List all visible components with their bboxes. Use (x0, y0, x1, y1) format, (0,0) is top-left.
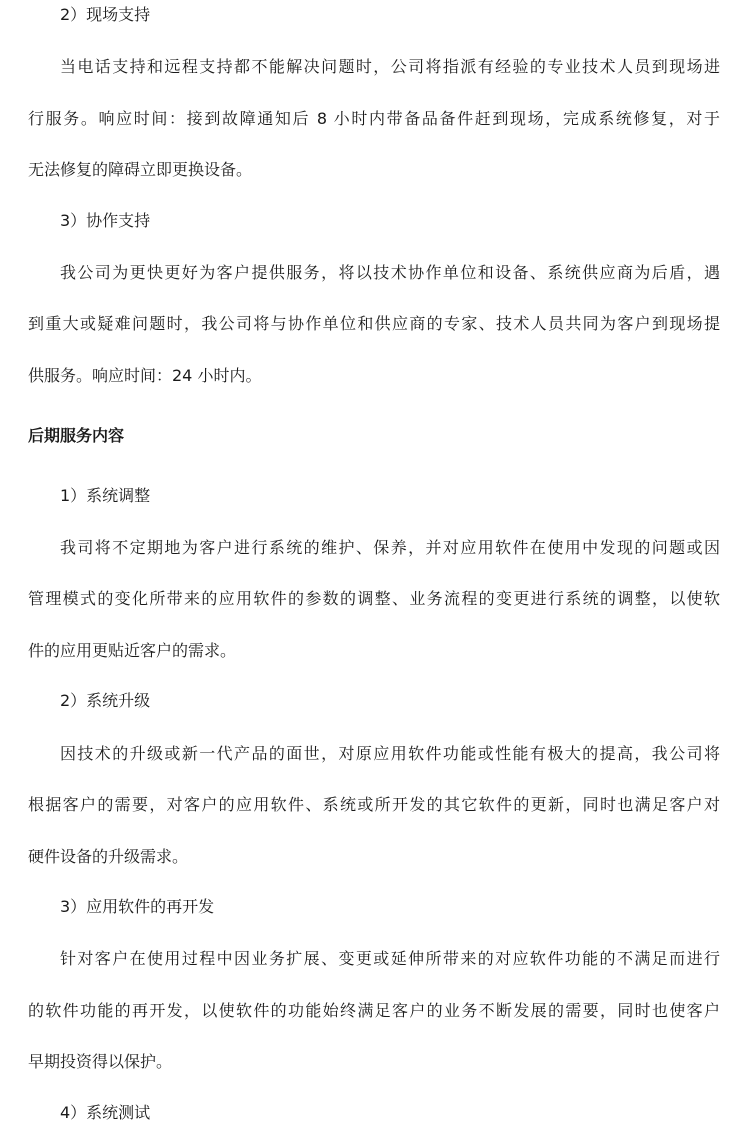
paragraph-line: 我司将不定期地为客户进行系统的维护、保养，并对应用软件在使用中发现的问题或因 (60, 538, 720, 557)
subheading-cooperative-support: 3）协作支持 (60, 211, 151, 230)
paragraph-line: 到重大或疑难问题时，我公司将与协作单位和供应商的专家、技术人员共同为客户到现场提 (28, 314, 720, 333)
paragraph-line: 早期投资得以保护。 (28, 1052, 173, 1071)
subheading-system-upgrade: 2）系统升级 (60, 691, 151, 710)
subheading-onsite-support: 2）现场支持 (60, 5, 151, 24)
paragraph-line: 供服务。响应时间：24 小时内。 (28, 366, 262, 385)
paragraph-line: 我公司为更快更好为客户提供服务，将以技术协作单位和设备、系统供应商为后盾，遇 (60, 263, 720, 282)
paragraph-line: 行服务。响应时间：接到故障通知后 8 小时内带备品备件赶到现场，完成系统修复，对于 (28, 109, 720, 128)
subheading-system-testing: 4）系统测试 (60, 1103, 151, 1122)
subheading-system-adjustment: 1）系统调整 (60, 486, 151, 505)
paragraph-line: 的软件功能的再开发，以使软件的功能始终满足客户的业务不断发展的需要，同时也使客户 (28, 1001, 720, 1020)
paragraph-line: 针对客户在使用过程中因业务扩展、变更或延伸所带来的对应软件功能的不满足而进行 (60, 949, 720, 968)
paragraph-line: 因技术的升级或新一代产品的面世，对原应用软件功能或性能有极大的提高，我公司将 (60, 744, 720, 763)
paragraph-line: 件的应用更贴近客户的需求。 (28, 641, 237, 660)
paragraph-line: 当电话支持和远程支持都不能解决问题时，公司将指派有经验的专业技术人员到现场进 (60, 57, 720, 76)
section-heading-after-sales: 后期服务内容 (28, 426, 125, 445)
paragraph-line: 管理模式的变化所带来的应用软件的参数的调整、业务流程的变更进行系统的调整，以使软 (28, 589, 720, 608)
paragraph-line: 无法修复的障碍立即更换设备。 (28, 160, 253, 179)
paragraph-line: 硬件设备的升级需求。 (28, 847, 189, 866)
subheading-software-redevelopment: 3）应用软件的再开发 (60, 897, 215, 916)
paragraph-line: 根据客户的需要，对客户的应用软件、系统或所开发的其它软件的更新，同时也满足客户对 (28, 795, 720, 814)
